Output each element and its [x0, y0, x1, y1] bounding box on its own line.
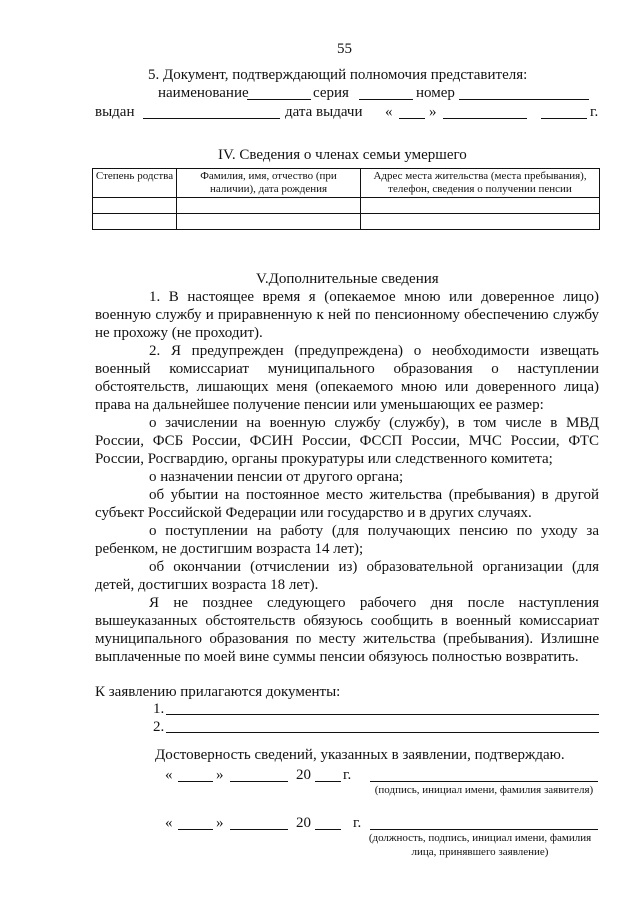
column-header: Адрес места жительства (места пребывания), телефон, сведения о получении пенсии [361, 169, 600, 198]
table-cell[interactable] [93, 214, 177, 230]
attachment-field-1[interactable] [166, 714, 599, 715]
receiver-signature-caption: (должность, подпись, инициал имени, фамилия лица, принявшего заявление) [368, 832, 592, 858]
column-header: Степень родства [93, 169, 177, 198]
number-label: номер [416, 85, 455, 101]
family-members-table [92, 168, 600, 230]
applicant-year-field[interactable] [315, 781, 341, 782]
paragraph-5: об убытии на постоянное место жительства (пребывания) в другой субъект Российской Федерации или государство и в других случаях. [95, 487, 599, 521]
issued-label: выдан [95, 104, 135, 120]
year-prefix: 20 [296, 767, 311, 783]
paragraph-1: 1. В настоящее время я (опекаемое мною или доверенное лицо) военную службу и приравненную к ней по пенсионному обеспечению службу не прохожу (не проходит). [95, 289, 599, 341]
open-quote: « [165, 815, 173, 831]
table-cell[interactable] [177, 198, 361, 214]
column-header: Фамилия, имя, отчество (при наличии), дата рождения [177, 169, 361, 198]
attachment-field-2[interactable] [166, 732, 599, 733]
close-quote: » [216, 815, 224, 831]
page-number: 55 [337, 41, 352, 57]
issue-year-field[interactable] [541, 118, 587, 119]
section-5-title: 5. Документ, подтверждающий полномочия представителя: [148, 67, 528, 83]
table-cell[interactable] [93, 198, 177, 214]
table-row[interactable] [93, 214, 600, 230]
year-suffix: г. [343, 767, 352, 783]
open-quote: « [385, 104, 393, 120]
document-name-field[interactable] [247, 99, 311, 100]
applicant-signature-field[interactable] [370, 781, 598, 782]
paragraph-7: об окончании (отчислении из) образовательной организации (для детей, достигших возраста 18 лет). [95, 559, 599, 593]
paragraph-8: Я не позднее следующего рабочего дня после наступления вышеуказанных обстоятельств обязуюсь сообщить в военный комиссариат муниципального образования по месту жительства (пребывания). Излишне выплаченные по моей вине суммы пенсии обязуюсь полностью возвратить. [95, 595, 599, 665]
applicant-month-field[interactable] [230, 781, 288, 782]
issue-date-label: дата выдачи [285, 104, 363, 120]
paragraph-4: о назначении пенсии от другого органа; [149, 469, 404, 485]
section-v-title: V.Дополнительные сведения [256, 271, 439, 287]
document-name-label: наименование [158, 85, 249, 101]
table-cell[interactable] [177, 214, 361, 230]
receiver-year-field[interactable] [315, 829, 341, 830]
year-prefix: 20 [296, 815, 311, 831]
applicant-signature-caption: (подпись, инициал имени, фамилия заявителя) [374, 784, 594, 796]
series-label: серия [313, 85, 349, 101]
open-quote: « [165, 767, 173, 783]
attachment-number-2: 2. [153, 719, 165, 735]
paragraph-6: о поступлении на работу (для получающих пенсию по уходу за ребенком, не достигшим возраста 14 лет); [95, 523, 599, 557]
year-suffix: г. [353, 815, 362, 831]
receiver-month-field[interactable] [230, 829, 288, 830]
receiver-signature-field[interactable] [370, 829, 598, 830]
series-field[interactable] [359, 99, 413, 100]
table-row[interactable] [93, 198, 600, 214]
issue-month-field[interactable] [443, 118, 527, 119]
table-header-row [93, 169, 600, 198]
confirmation-text: Достоверность сведений, указанных в заявлении, подтверждаю. [155, 747, 565, 763]
close-quote: » [429, 104, 437, 120]
applicant-day-field[interactable] [178, 781, 213, 782]
attachment-number-1: 1. [153, 701, 165, 717]
table-cell[interactable] [361, 214, 600, 230]
receiver-day-field[interactable] [178, 829, 213, 830]
close-quote: » [216, 767, 224, 783]
attachments-label: К заявлению прилагаются документы: [95, 684, 341, 700]
year-suffix: г. [590, 104, 599, 120]
paragraph-2: 2. Я предупрежден (предупреждена) о необходимости извещать военный комиссариат муниципального образования о наступлении обстоятельств, лишающих меня (опекаемого мною или доверенного лица) права на дальнейшее получение пенсии или уменьшающих ее размер: [95, 343, 599, 413]
issued-by-field[interactable] [143, 118, 280, 119]
number-field[interactable] [459, 99, 589, 100]
issue-day-field[interactable] [399, 118, 425, 119]
section-4-title: IV. Сведения о членах семьи умершего [218, 147, 467, 163]
paragraph-3: о зачислении на военную службу (службу), в том числе в МВД России, ФСБ России, ФСИН России, ФССП России, МЧС России, ФТС России, Росгвардию, органы прокуратуры или следственного комитета; [95, 415, 599, 467]
table-cell[interactable] [361, 198, 600, 214]
